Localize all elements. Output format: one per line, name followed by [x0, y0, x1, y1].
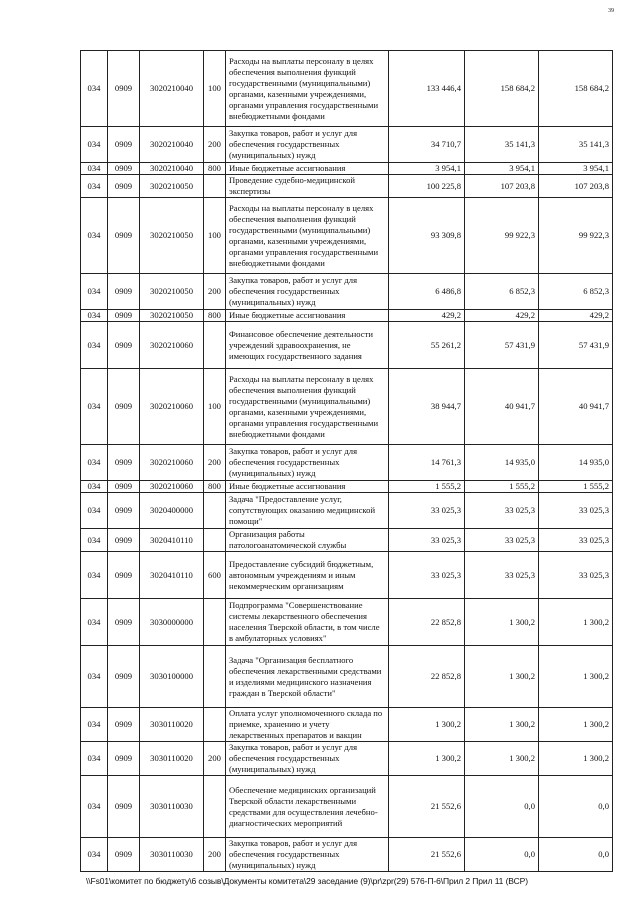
budget-table	[80, 50, 613, 872]
admin-code-cell: 034	[81, 742, 108, 776]
amount-year3-cell: 107 203,8	[539, 175, 613, 198]
expense-type-cell: 200	[204, 127, 226, 163]
table-row	[81, 838, 613, 872]
amount-year2-cell: 6 852,3	[465, 274, 539, 310]
expense-type-cell: 200	[204, 838, 226, 872]
amount-year3-cell: 99 922,3	[539, 198, 613, 274]
amount-year3-cell: 33 025,3	[539, 529, 613, 552]
expense-type-cell	[204, 322, 226, 369]
amount-year2-cell: 33 025,3	[465, 493, 539, 529]
target-code-cell: 3030100000	[140, 646, 204, 708]
table-row	[81, 274, 613, 310]
amount-year1-cell: 133 446,4	[389, 51, 465, 127]
description-cell: Подпрограмма "Совершенствование системы лекарственного обеспечения населения Тверской области, в том числе в амбулаторных условиях"	[226, 599, 389, 646]
amount-year3-cell: 1 300,2	[539, 646, 613, 708]
admin-code-cell: 034	[81, 646, 108, 708]
amount-year3-cell: 158 684,2	[539, 51, 613, 127]
footer-file-path: \\Fs01\комитет по бюджету\6 созыв\Документы комитета\29 заседание (9)\pr\zpr(29) 576-П-6\Прил 2 Прил 11 (ВСР)	[86, 876, 528, 886]
admin-code-cell: 034	[81, 310, 108, 322]
admin-code-cell: 034	[81, 552, 108, 599]
section-code-cell: 0909	[108, 310, 140, 322]
expense-type-cell: 800	[204, 310, 226, 322]
admin-code-cell: 034	[81, 322, 108, 369]
amount-year3-cell: 57 431,9	[539, 322, 613, 369]
admin-code-cell: 034	[81, 529, 108, 552]
amount-year1-cell: 21 552,6	[389, 776, 465, 838]
amount-year1-cell: 38 944,7	[389, 369, 465, 445]
admin-code-cell: 034	[81, 175, 108, 198]
table-row	[81, 776, 613, 838]
amount-year1-cell: 34 710,7	[389, 127, 465, 163]
table-row	[81, 127, 613, 163]
admin-code-cell: 034	[81, 445, 108, 481]
amount-year1-cell: 22 852,8	[389, 599, 465, 646]
amount-year1-cell: 6 486,8	[389, 274, 465, 310]
section-code-cell: 0909	[108, 742, 140, 776]
amount-year2-cell: 40 941,7	[465, 369, 539, 445]
expense-type-cell: 200	[204, 274, 226, 310]
table-row	[81, 529, 613, 552]
amount-year3-cell: 429,2	[539, 310, 613, 322]
target-code-cell: 3030110020	[140, 708, 204, 742]
page-number: 39	[608, 8, 614, 14]
section-code-cell: 0909	[108, 163, 140, 175]
table-row	[81, 369, 613, 445]
target-code-cell: 3020410110	[140, 529, 204, 552]
target-code-cell: 3020210040	[140, 51, 204, 127]
amount-year2-cell: 1 300,2	[465, 708, 539, 742]
target-code-cell: 3020400000	[140, 493, 204, 529]
target-code-cell: 3020210050	[140, 274, 204, 310]
section-code-cell: 0909	[108, 708, 140, 742]
description-cell: Предоставление субсидий бюджетным, автономным учреждениям и иным некоммерческим организациям	[226, 552, 389, 599]
description-cell: Организация работы патологоанатомической службы	[226, 529, 389, 552]
section-code-cell: 0909	[108, 493, 140, 529]
admin-code-cell: 034	[81, 493, 108, 529]
section-code-cell: 0909	[108, 776, 140, 838]
table-row	[81, 445, 613, 481]
description-cell: Расходы на выплаты персоналу в целях обеспечения выполнения функций государственными (муниципальными) органами, казенными учреждениями, органами управления государственными внебюджетными фондами	[226, 369, 389, 445]
amount-year2-cell: 0,0	[465, 776, 539, 838]
amount-year3-cell: 3 954,1	[539, 163, 613, 175]
admin-code-cell: 034	[81, 599, 108, 646]
amount-year3-cell: 33 025,3	[539, 552, 613, 599]
section-code-cell: 0909	[108, 599, 140, 646]
amount-year2-cell: 429,2	[465, 310, 539, 322]
table-row	[81, 163, 613, 175]
target-code-cell: 3020210050	[140, 198, 204, 274]
amount-year1-cell: 429,2	[389, 310, 465, 322]
amount-year2-cell: 35 141,3	[465, 127, 539, 163]
table-row	[81, 552, 613, 599]
amount-year1-cell: 93 309,8	[389, 198, 465, 274]
amount-year3-cell: 0,0	[539, 838, 613, 872]
expense-type-cell: 800	[204, 163, 226, 175]
amount-year1-cell: 33 025,3	[389, 529, 465, 552]
amount-year2-cell: 107 203,8	[465, 175, 539, 198]
target-code-cell: 3020210060	[140, 369, 204, 445]
expense-type-cell	[204, 175, 226, 198]
description-cell: Закупка товаров, работ и услуг для обеспечения государственных (муниципальных) нужд	[226, 127, 389, 163]
description-cell: Проведение судебно-медицинской экспертизы	[226, 175, 389, 198]
admin-code-cell: 034	[81, 163, 108, 175]
target-code-cell: 3030110030	[140, 838, 204, 872]
amount-year1-cell: 14 761,3	[389, 445, 465, 481]
amount-year2-cell: 14 935,0	[465, 445, 539, 481]
table-row	[81, 310, 613, 322]
amount-year1-cell: 21 552,6	[389, 838, 465, 872]
admin-code-cell: 034	[81, 838, 108, 872]
description-cell: Расходы на выплаты персоналу в целях обеспечения выполнения функций государственными (муниципальными) органами, казенными учреждениями, органами управления государственными внебюджетными фондами	[226, 198, 389, 274]
expense-type-cell	[204, 493, 226, 529]
table-body	[81, 51, 613, 872]
description-cell: Иные бюджетные ассигнования	[226, 163, 389, 175]
section-code-cell: 0909	[108, 529, 140, 552]
admin-code-cell: 034	[81, 481, 108, 493]
description-cell: Оплата услуг уполномоченного склада по приемке, хранению и учету лекарственных препаратов и вакцин	[226, 708, 389, 742]
description-cell: Иные бюджетные ассигнования	[226, 481, 389, 493]
description-cell: Закупка товаров, работ и услуг для обеспечения государственных (муниципальных) нужд	[226, 742, 389, 776]
table-row	[81, 742, 613, 776]
amount-year3-cell: 1 300,2	[539, 742, 613, 776]
expense-type-cell	[204, 599, 226, 646]
expense-type-cell	[204, 708, 226, 742]
target-code-cell: 3020210060	[140, 322, 204, 369]
admin-code-cell: 034	[81, 198, 108, 274]
admin-code-cell: 034	[81, 127, 108, 163]
amount-year2-cell: 57 431,9	[465, 322, 539, 369]
amount-year3-cell: 35 141,3	[539, 127, 613, 163]
section-code-cell: 0909	[108, 322, 140, 369]
expense-type-cell	[204, 776, 226, 838]
description-cell: Обеспечение медицинских организаций Тверской области лекарственными средствами для осуществления лечебно-диагностических мероприятий	[226, 776, 389, 838]
expense-type-cell	[204, 529, 226, 552]
section-code-cell: 0909	[108, 51, 140, 127]
section-code-cell: 0909	[108, 838, 140, 872]
section-code-cell: 0909	[108, 198, 140, 274]
admin-code-cell: 034	[81, 274, 108, 310]
section-code-cell: 0909	[108, 445, 140, 481]
amount-year1-cell: 1 300,2	[389, 708, 465, 742]
table-row	[81, 322, 613, 369]
section-code-cell: 0909	[108, 274, 140, 310]
target-code-cell: 3020210040	[140, 127, 204, 163]
description-cell: Финансовое обеспечение деятельности учреждений здравоохранения, не имеющих государственного задания	[226, 322, 389, 369]
description-cell: Расходы на выплаты персоналу в целях обеспечения выполнения функций государственными (муниципальными) органами, казенными учреждениями, органами управления государственными внебюджетными фондами	[226, 51, 389, 127]
expense-type-cell: 200	[204, 445, 226, 481]
target-code-cell: 3030110020	[140, 742, 204, 776]
section-code-cell: 0909	[108, 481, 140, 493]
admin-code-cell: 034	[81, 776, 108, 838]
amount-year1-cell: 33 025,3	[389, 493, 465, 529]
amount-year2-cell: 3 954,1	[465, 163, 539, 175]
expense-type-cell: 100	[204, 51, 226, 127]
admin-code-cell: 034	[81, 708, 108, 742]
table-row	[81, 708, 613, 742]
section-code-cell: 0909	[108, 646, 140, 708]
expense-type-cell: 100	[204, 369, 226, 445]
section-code-cell: 0909	[108, 369, 140, 445]
amount-year3-cell: 40 941,7	[539, 369, 613, 445]
amount-year3-cell: 1 555,2	[539, 481, 613, 493]
expense-type-cell: 600	[204, 552, 226, 599]
expense-type-cell	[204, 646, 226, 708]
amount-year1-cell: 22 852,8	[389, 646, 465, 708]
table-row	[81, 493, 613, 529]
target-code-cell: 3020410110	[140, 552, 204, 599]
table-row	[81, 599, 613, 646]
section-code-cell: 0909	[108, 552, 140, 599]
target-code-cell: 3030110030	[140, 776, 204, 838]
admin-code-cell: 034	[81, 51, 108, 127]
description-cell: Иные бюджетные ассигнования	[226, 310, 389, 322]
description-cell: Задача "Предоставление услуг, сопутствующих оказанию медицинской помощи"	[226, 493, 389, 529]
amount-year2-cell: 158 684,2	[465, 51, 539, 127]
target-code-cell: 3020210060	[140, 445, 204, 481]
target-code-cell: 3020210050	[140, 310, 204, 322]
amount-year2-cell: 99 922,3	[465, 198, 539, 274]
table-row	[81, 198, 613, 274]
table-row	[81, 51, 613, 127]
amount-year2-cell: 0,0	[465, 838, 539, 872]
amount-year1-cell: 55 261,2	[389, 322, 465, 369]
target-code-cell: 3030000000	[140, 599, 204, 646]
amount-year2-cell: 1 300,2	[465, 599, 539, 646]
admin-code-cell: 034	[81, 369, 108, 445]
target-code-cell: 3020210060	[140, 481, 204, 493]
amount-year3-cell: 0,0	[539, 776, 613, 838]
amount-year1-cell: 1 300,2	[389, 742, 465, 776]
amount-year1-cell: 1 555,2	[389, 481, 465, 493]
expense-type-cell: 200	[204, 742, 226, 776]
amount-year3-cell: 6 852,3	[539, 274, 613, 310]
target-code-cell: 3020210050	[140, 175, 204, 198]
amount-year1-cell: 33 025,3	[389, 552, 465, 599]
table-row	[81, 646, 613, 708]
amount-year1-cell: 3 954,1	[389, 163, 465, 175]
table-row	[81, 481, 613, 493]
amount-year1-cell: 100 225,8	[389, 175, 465, 198]
amount-year3-cell: 14 935,0	[539, 445, 613, 481]
expense-type-cell: 800	[204, 481, 226, 493]
description-cell: Закупка товаров, работ и услуг для обеспечения государственных (муниципальных) нужд	[226, 838, 389, 872]
description-cell: Закупка товаров, работ и услуг для обеспечения государственных (муниципальных) нужд	[226, 274, 389, 310]
section-code-cell: 0909	[108, 175, 140, 198]
amount-year2-cell: 33 025,3	[465, 552, 539, 599]
description-cell: Задача "Организация бесплатного обеспечения лекарственными средствами и изделиями медицинского назначения граждан в Тверской области"	[226, 646, 389, 708]
amount-year2-cell: 33 025,3	[465, 529, 539, 552]
amount-year2-cell: 1 300,2	[465, 742, 539, 776]
expense-type-cell: 100	[204, 198, 226, 274]
amount-year2-cell: 1 555,2	[465, 481, 539, 493]
target-code-cell: 3020210040	[140, 163, 204, 175]
description-cell: Закупка товаров, работ и услуг для обеспечения государственных (муниципальных) нужд	[226, 445, 389, 481]
amount-year3-cell: 1 300,2	[539, 708, 613, 742]
amount-year2-cell: 1 300,2	[465, 646, 539, 708]
amount-year3-cell: 33 025,3	[539, 493, 613, 529]
table-row	[81, 175, 613, 198]
amount-year3-cell: 1 300,2	[539, 599, 613, 646]
section-code-cell: 0909	[108, 127, 140, 163]
